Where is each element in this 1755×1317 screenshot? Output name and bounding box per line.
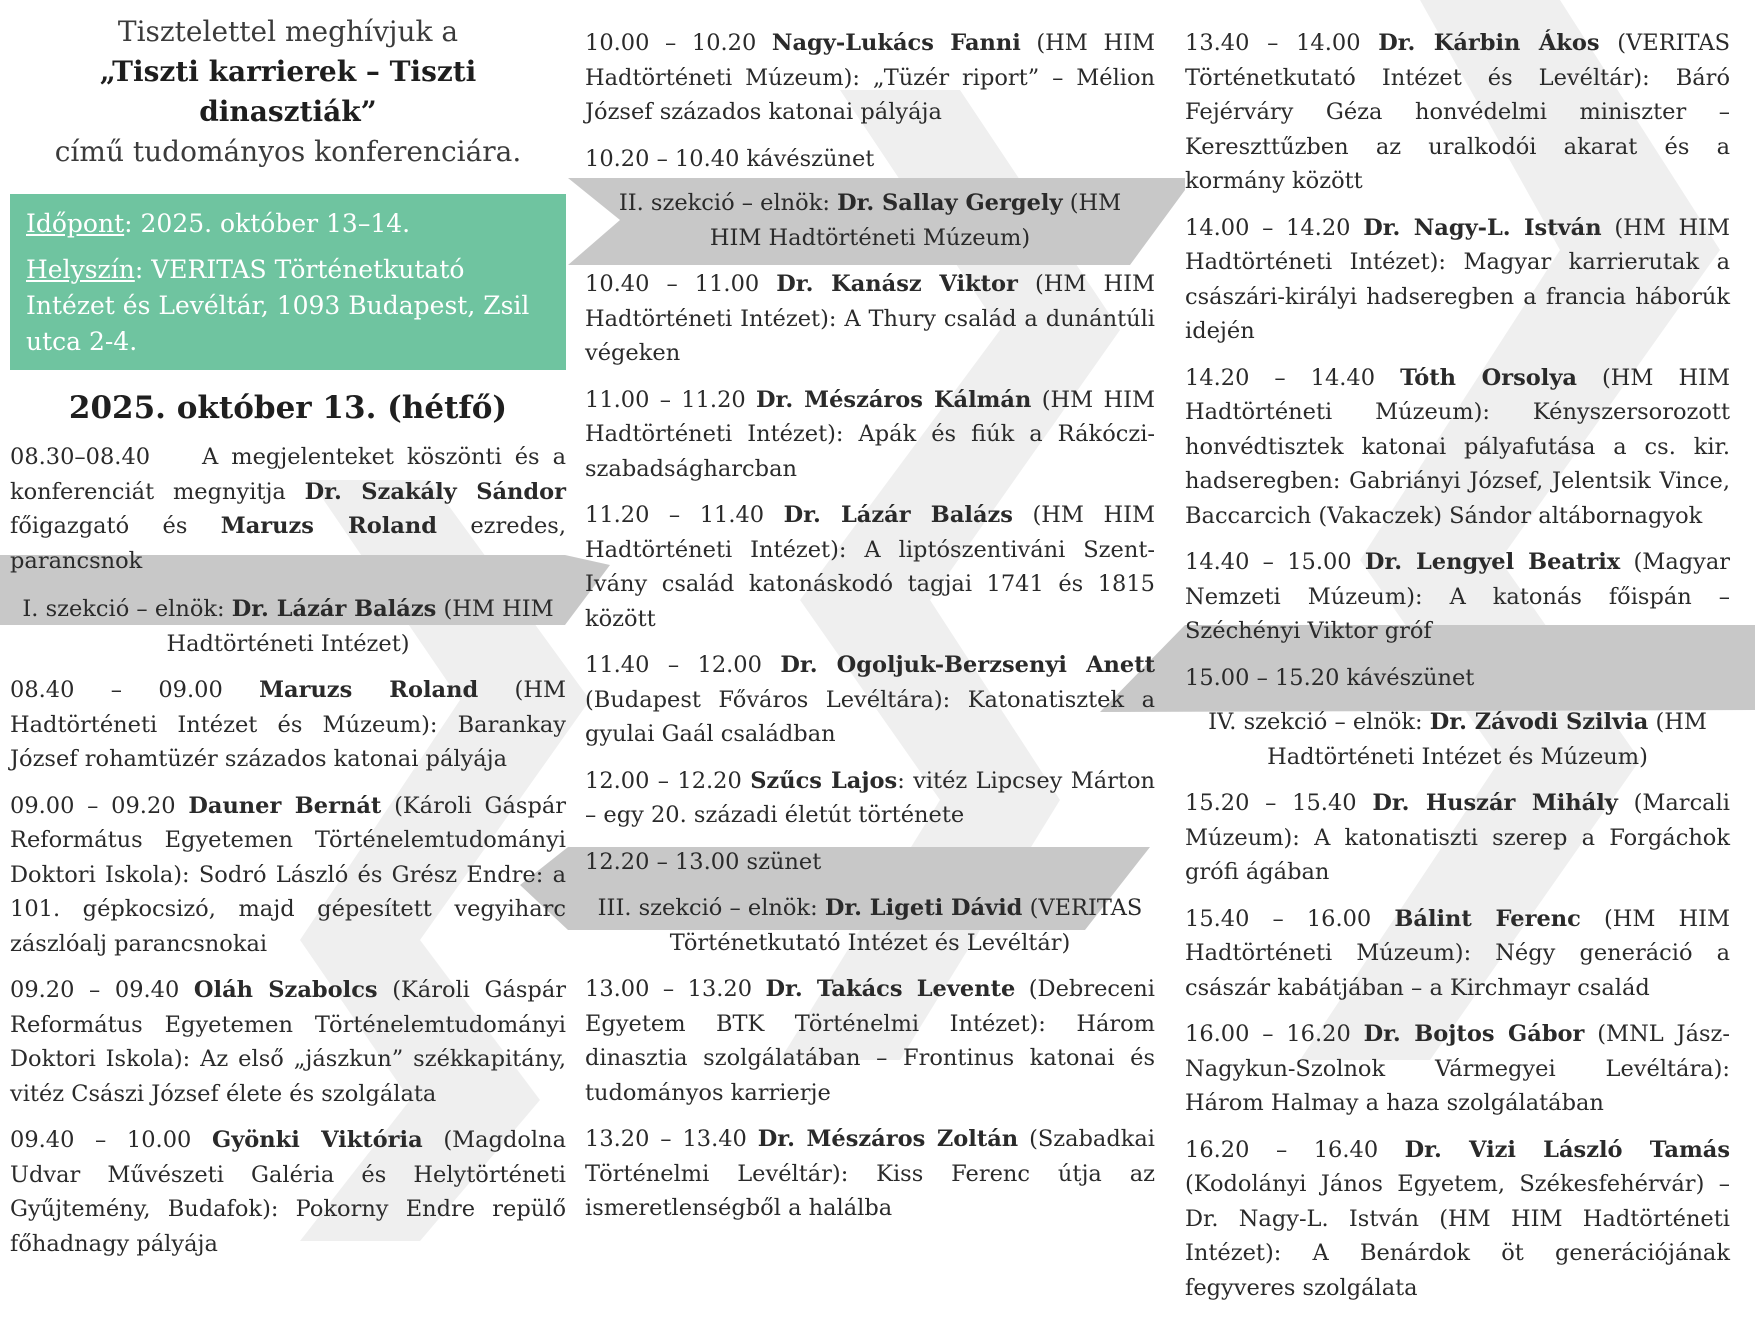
speaker-name: Dr. Bojtos Gábor [1363,1021,1585,1047]
entry-text: (HM HIM Hadtörténeti Intézet): A liptószentiváni Szent-Ivány család katonáskodó tagjai 1741 és 1815 között [585,502,1156,632]
session-chair: Dr. Ligeti Dávid [824,895,1023,921]
entry-time: 14.00 – 14.20 [1185,214,1351,241]
entry-text: (Szabadkai Történelmi Levéltár): Kiss Ferenc útja az ismeretlenségből a halálba [585,1126,1155,1221]
entry-time: 16.20 – 16.40 [1185,1136,1379,1163]
session-label: IV. szekció – elnök: [1208,709,1423,735]
program-entry [585,498,1155,636]
entry-text: (Debreceni Egyetem BTK Történelmi Intézet): Három dinasztia szolgálatában – Frontinus katonai és tudományos karrierje [585,976,1155,1106]
session-label: I. szekció – elnök: [22,596,225,622]
place-value: : VERITAS Történetkutató Intézet és Levéltár, 1093 Budapest, Zsil utca 2-4. [26,255,530,356]
entry-time: 09.40 – 10.00 [10,1127,192,1153]
entry-text: : vitéz Lipcsey Márton – egy 20. századi életút története [585,767,1155,828]
entry-time: 11.20 – 11.40 [585,502,765,528]
program-entry [1185,1133,1730,1306]
speaker-name: Dr. Kanász Viktor [776,271,1018,297]
session-header [10,592,566,661]
entry-text: (HM HIM Hadtörténeti Intézet): Apák és fiúk a Rákóczi-szabadságharcban [585,386,1156,482]
program-entry [1185,786,1730,890]
session-header [1185,705,1730,774]
entry-text: (HM Hadtörténeti Intézet és Múzeum): Barankay József rohamtüzér százados katonai pályája [10,677,566,772]
program-entry [1185,545,1730,649]
entry-time: 09.00 – 09.20 [10,792,176,819]
entry-time: 11.40 – 12.00 [585,652,762,678]
entry-time: 15.20 – 15.40 [1185,790,1357,816]
session-label: II. szekció – elnök: [618,190,830,216]
speaker-name: Dr. Mészáros Kálmán [756,386,1032,413]
entry-text: (VERITAS Történetkutató Intézet és Levéltár): Báró Fejérváry Géza honvédelmi miniszter – Kereszttűzben az uralkodói akarat és a kormány között [1185,30,1731,194]
entry-time: 13.40 – 14.00 [1185,30,1361,56]
program-entry [585,1122,1155,1226]
program-entry [585,648,1155,752]
entry-time: 09.20 – 09.40 [10,977,180,1003]
speaker-name: Oláh Szabolcs [193,977,378,1003]
entry-text: (HM HIM Hadtörténeti Intézet): Magyar karrierutak a császári-királyi hadseregben a francia háborúk idején [1185,214,1731,344]
program-entry [1185,26,1730,199]
session-org: (HM HIM Hadtörténeti Múzeum) [709,190,1122,251]
entry-time: 13.00 – 13.20 [585,976,753,1002]
session-header [585,186,1155,255]
day-heading: 2025. október 13. (hétfő) [68,390,508,426]
date-value: : 2025. október 13–14. [124,209,411,238]
program-entry [10,1123,566,1261]
program-entry [585,972,1155,1110]
entry-time: 12.00 – 12.20 [585,767,742,794]
entry-time: 13.20 – 13.40 [585,1126,747,1152]
speaker-name: Dr. Mészáros Zoltán [757,1126,1019,1152]
entry-text: ezredes, parancsnok [10,513,566,574]
session-label: III. szekció – elnök: [597,895,818,921]
session-org: (VERITAS Történetkutató Intézet és Levéltár) [669,895,1143,956]
program-entry [585,26,1155,130]
entry-time: 14.40 – 15.00 [1185,549,1352,575]
speaker-name: Dr. Nagy-L. István [1363,214,1602,241]
program-entry [1185,361,1730,534]
column-left [10,0,566,1273]
event-info-box [10,194,566,370]
entry-text: (HM HIM Hadtörténeti Múzeum): Kényszersorozott honvédtisztek katonai pályafutása a cs. kir. hadseregben: Gabriányi József, Jelentsik Vince, Baccarcich (Vakaczek) Sándor altábornagyok [1185,364,1730,529]
speaker-name: Dr. Huszár Mihály [1372,790,1618,816]
session-org: (HM Hadtörténeti Intézet és Múzeum) [1267,709,1707,770]
place-line [26,252,550,360]
speaker-name: Dauner Bernát [188,792,382,819]
speaker-name: Dr. Vizi László Tamás [1404,1136,1730,1163]
entry-text: főigazgató és [10,513,188,539]
speaker-name: Dr. Takács Levente [765,976,1016,1002]
session-chair: Dr. Sallay Gergely [837,190,1063,216]
entry-text: (Károli Gáspár Református Egyetemen Történelemtudományi Doktori Iskola): Az első „jászkun” székkapitány, vitéz Császi József élete és szolgálata [10,977,567,1107]
speaker-name: Tóth Orsolya [1400,364,1578,391]
program-entry [585,764,1155,833]
speaker-name: Gyönki Viktória [211,1127,423,1153]
entry-time: 08.30–08.40 [10,444,151,470]
entry-text: A megjelenteket köszönti és a konferenciát megnyitja [10,444,566,505]
speaker-name: Nagy-Lukács Fanni [771,30,1021,56]
column-middle [585,0,1155,1238]
speaker-name: Dr. Szakály Sándor [304,478,566,505]
entry-time: 15.40 – 16.00 [1185,905,1372,932]
entry-text: (HM HIM Hadtörténeti Múzeum): „Tüzér riport” – Mélion József százados katonai pályája [585,30,1155,125]
entry-time: 08.40 – 09.00 [10,677,223,703]
entry-text: (Károli Gáspár Református Egyetemen Történelemtudományi Doktori Iskola): Sodró László és Grész Endre: a 101. gépkocsizó, majd gépesített vegyiharc zászlóalj parancsnokai [10,792,567,957]
date-label: Időpont [26,209,125,238]
program-entry [1185,902,1730,1006]
entry-text: (Kodolányi János Egyetem, Székesfehérvár) – Dr. Nagy-L. István (HM HIM Hadtörténeti Intézet): A Benárdok öt generációjának fegyveres szolgálata [1185,1171,1730,1301]
program-entry [585,267,1155,371]
speaker-name: Maruzs Roland [220,513,437,539]
entry-time: 14.20 – 14.40 [1185,364,1376,391]
session-chair: Dr. Lázár Balázs [231,596,437,622]
break-entry: 12.20 – 13.00 szünet [585,848,822,875]
session-chair: Dr. Závodi Szilvia [1429,709,1649,735]
entry-text: (MNL Jász-Nagykun-Szolnok Vármegyei Levéltára): Három Halmay a haza szolgálatában [1185,1021,1730,1116]
session-org: (HM HIM Hadtörténeti Intézet) [166,596,554,657]
date-line [26,206,550,242]
column-right [1185,0,1730,1317]
break-entry: 10.20 – 10.40 kávészünet [585,145,875,172]
program-entry [1185,211,1730,349]
opening-entry [10,440,566,578]
speaker-name: Szűcs Lajos [750,767,898,794]
entry-text: (Magyar Nemzeti Múzeum): A katonás főispán – Széchényi Viktor gróf [1185,549,1731,644]
conference-title: „Tiszti karrierek – Tiszti dinasztiák” [99,55,477,128]
program-entry [10,673,566,777]
intro-line: című tudományos konferenciára. [54,135,522,168]
speaker-name: Dr. Ogoljuk-Berzsenyi Anett [780,652,1155,678]
entry-text: (Magdolna Udvar Művészeti Galéria és Helytörténeti Gyűjtemény, Budafok): Pokorny Endre repülő főhadnagy pályája [10,1127,566,1257]
entry-time: 10.00 – 10.20 [585,30,757,56]
entry-time: 16.00 – 16.20 [1185,1021,1351,1047]
entry-text: (Budapest Főváros Levéltára): Katonatisztek a gyulai Gaál családban [585,686,1155,747]
program-entry [10,789,566,962]
session-header [585,891,1155,960]
entry-text: (HM HIM Hadtörténeti Múzeum): Négy generáció a császár kabátjában – a Kirchmayr család [1185,905,1731,1001]
intro-line: Tisztelettel meghívjuk a [117,15,459,48]
speaker-name: Dr. Kárbin Ákos [1378,30,1600,56]
speaker-name: Maruzs Roland [259,677,479,703]
speaker-name: Dr. Lázár Balázs [783,502,1013,528]
speaker-name: Dr. Lengyel Beatrix [1364,549,1621,575]
speaker-name: Bálint Ferenc [1394,905,1581,932]
place-label: Helyszín [26,255,135,284]
entry-text: (Marcali Múzeum): A katonatiszti szerep a Forgáchok grófi ágában [1185,790,1730,885]
program-entry [1185,1017,1730,1121]
break-entry: 15.00 – 15.20 kávészünet [1185,664,1475,691]
entry-time: 10.40 – 11.00 [585,271,760,297]
entry-text: (HM HIM Hadtörténeti Intézet): A Thury család a dunántúli végeken [585,271,1156,366]
program-entry [10,973,566,1111]
invitation-intro [10,12,566,172]
entry-time: 11.00 – 11.20 [585,386,746,413]
program-entry [585,383,1155,487]
